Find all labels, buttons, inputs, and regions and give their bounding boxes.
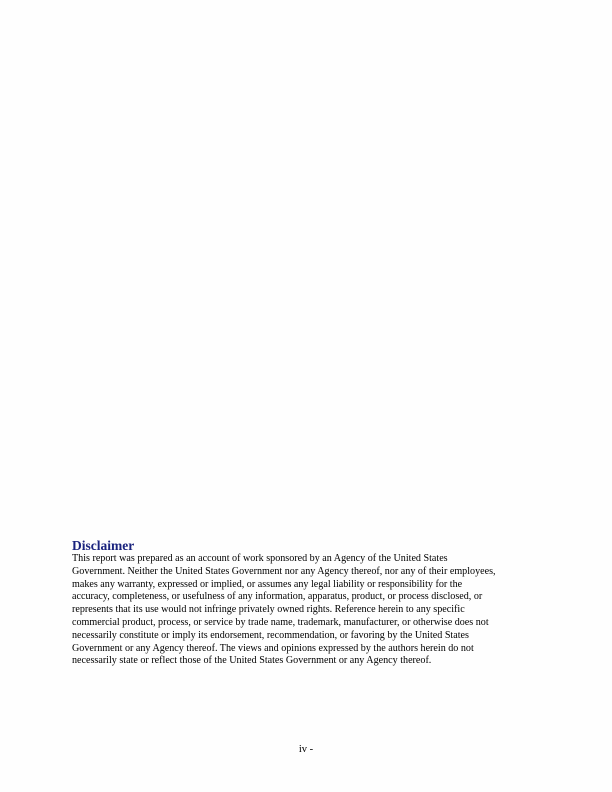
disclaimer-line: represents that its use would not infringe privately owned rights. Reference herein to any specific bbox=[72, 604, 465, 616]
disclaimer-line: accuracy, completeness, or usefulness of any information, apparatus, product, or process disclosed, or bbox=[72, 591, 483, 603]
disclaimer-heading: Disclaimer bbox=[72, 538, 135, 553]
disclaimer-line: Government. Neither the United States Government nor any Agency thereof, nor any of their employees, bbox=[72, 565, 496, 577]
disclaimer-line: necessarily state or reflect those of the United States Government or any Agency thereof. bbox=[72, 655, 432, 667]
disclaimer-body bbox=[72, 553, 542, 668]
disclaimer-line: This report was prepared as an account of work sponsored by an Agency of the United States bbox=[72, 553, 448, 564]
disclaimer-line: makes any warranty, expressed or implied, or assumes any legal liability or responsibility for the bbox=[72, 578, 463, 590]
page-number: iv - bbox=[298, 744, 314, 755]
disclaimer-line: necessarily constitute or imply its endorsement, recommendation, or favoring by the United States bbox=[72, 629, 469, 641]
disclaimer-line: Government or any Agency thereof. The views and opinions expressed by the authors herein do not bbox=[72, 642, 474, 654]
disclaimer-line: commercial product, process, or service by trade name, trademark, manufacturer, or otherwise does not bbox=[72, 616, 489, 628]
disclaimer-section bbox=[72, 538, 542, 668]
